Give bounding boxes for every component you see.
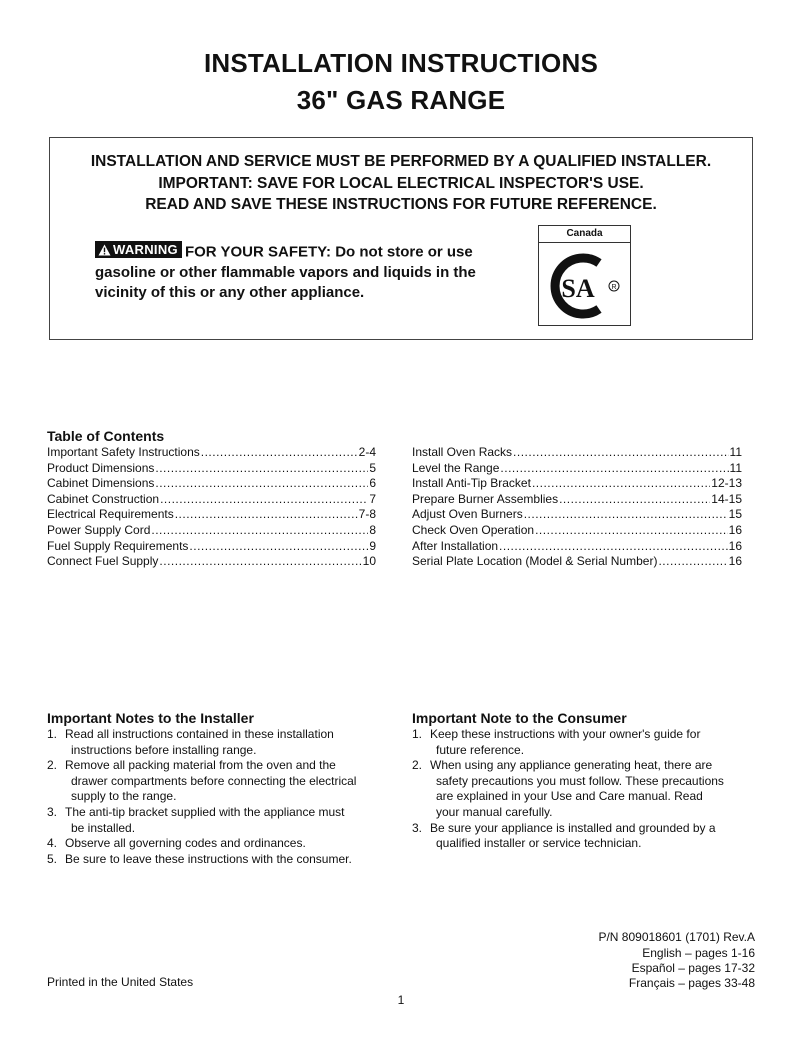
language-english: English – pages 1-16: [642, 946, 755, 960]
list-item-number: 2.: [412, 758, 423, 773]
list-item-line: your manual carefully.: [436, 804, 553, 819]
list-item-line: are explained in your Use and Care manual. Read: [436, 789, 703, 804]
csa-certification-mark: [538, 225, 631, 326]
toc-entry: [47, 507, 376, 523]
toc-entry: [412, 539, 742, 555]
toc-entry-label: Serial Plate Location (Model & Serial Number): [412, 554, 658, 569]
toc-leader-dots: [201, 445, 358, 461]
toc-entry-label: Cabinet Dimensions: [47, 476, 155, 491]
toc-leader-dots: [151, 523, 368, 539]
toc-entry-page: 16: [728, 522, 742, 537]
toc-entry: [412, 492, 742, 508]
warning-text: FOR YOUR SAFETY: Do not store or use gasoline or other flammable vapors and liquids in the vicinity of this or any other appliance.: [95, 243, 476, 301]
list-item-line: future reference.: [436, 742, 525, 757]
toc-leader-dots: [524, 507, 728, 523]
list-item-line: Be sure your appliance is installed and grounded by a: [430, 820, 716, 835]
toc-leader-dots: [160, 492, 368, 508]
toc-entry: [47, 461, 376, 477]
list-item-number: 4.: [47, 836, 58, 851]
toc-entry-page: 5: [369, 460, 376, 475]
list-item-line: The anti-tip bracket supplied with the appliance must: [65, 804, 345, 819]
warning-triangle-icon: [98, 244, 111, 256]
list-item-line: be installed.: [71, 820, 136, 835]
toc-leader-dots: [500, 461, 728, 477]
notice-line-qualified-installer: INSTALLATION AND SERVICE MUST BE PERFORMED BY A QUALIFIED INSTALLER.: [90, 153, 712, 170]
list-item-number: 1.: [47, 727, 58, 741]
page-number: 1: [397, 993, 405, 1007]
toc-entry: [47, 492, 376, 508]
list-item: [47, 805, 392, 836]
list-item: [47, 836, 392, 852]
toc-entry: [412, 445, 742, 461]
list-item-line: supply to the range.: [71, 789, 177, 804]
toc-entry-page: 2-4: [358, 445, 376, 459]
list-item-number: 1.: [412, 727, 423, 741]
warning-badge-label: WARNING: [113, 241, 178, 257]
part-number: P/N 809018601 (1701) Rev.A: [598, 930, 755, 944]
toc-entry-label: Adjust Oven Burners: [412, 507, 523, 522]
list-item: [412, 727, 757, 758]
toc-entry-page: 16: [728, 538, 742, 553]
consumer-note-list: [412, 727, 757, 852]
list-item: [47, 727, 392, 758]
toc-left-column: [47, 445, 376, 570]
toc-leader-dots: [159, 554, 361, 570]
toc-leader-dots: [189, 539, 368, 555]
toc-entry-label: After Installation: [412, 538, 499, 553]
safety-notice-box: [49, 137, 753, 340]
toc-entry-page: 14-15: [711, 491, 742, 506]
toc-entry: [412, 507, 742, 523]
toc-entry-label: Install Anti-Tip Bracket: [412, 476, 531, 491]
consumer-note-title: Important Note to the Consumer: [412, 710, 627, 726]
csa-logo-icon: [547, 249, 623, 323]
toc-entry-label: Connect Fuel Supply: [47, 554, 159, 569]
list-item-number: 3.: [412, 820, 423, 835]
toc-entry: [412, 523, 742, 539]
list-item-line: drawer compartments before connecting the electrical: [71, 773, 357, 788]
toc-leader-dots: [658, 554, 727, 570]
toc-entry-page: 12-13: [711, 476, 742, 491]
list-item: [47, 758, 392, 805]
toc-entry-label: Power Supply Cord: [47, 522, 151, 537]
toc-entry-page: 6: [369, 476, 376, 491]
installer-notes-list: [47, 727, 392, 867]
list-item-line: safety precautions you must follow. These precautions: [436, 773, 724, 788]
list-item-line: Be sure to leave these instructions with the consumer.: [65, 851, 352, 866]
toc-entry-label: Fuel Supply Requirements: [47, 538, 189, 553]
document-subtitle: 36" GAS RANGE: [296, 85, 506, 115]
toc-entry-page: 11: [729, 460, 742, 475]
toc-leader-dots: [155, 461, 368, 477]
toc-entry: [47, 476, 376, 492]
toc-entry-page: 7: [369, 491, 376, 506]
toc-leader-dots: [155, 476, 368, 492]
toc-entry-page: 9: [369, 538, 376, 553]
list-item-line: Observe all governing codes and ordinances.: [65, 836, 306, 851]
csa-country-label: Canada: [539, 226, 630, 243]
toc-entry: [47, 445, 376, 461]
toc-leader-dots: [559, 492, 710, 508]
toc-leader-dots: [513, 445, 728, 461]
printed-in: Printed in the United States: [47, 975, 194, 989]
list-item-line: Remove all packing material from the oven and the: [65, 758, 336, 773]
installer-notes-title: Important Notes to the Installer: [47, 710, 254, 726]
list-item-line: instructions before installing range.: [71, 742, 257, 757]
toc-entry-label: Level the Range: [412, 460, 500, 475]
toc-entry-label: Electrical Requirements: [47, 507, 174, 522]
toc-entry-page: 10: [362, 554, 376, 569]
toc-entry: [47, 554, 376, 570]
list-item-number: 3.: [47, 804, 58, 819]
toc-entry-page: 11: [729, 445, 742, 459]
toc-leader-dots: [499, 539, 728, 555]
list-item: [412, 758, 757, 820]
list-item-line: Keep these instructions with your owner's guide for: [430, 727, 701, 741]
toc-entry-page: 16: [728, 554, 742, 569]
svg-text:R: R: [610, 284, 617, 291]
list-item: [412, 821, 757, 852]
svg-text:SA: SA: [560, 274, 595, 303]
notice-line-inspector: IMPORTANT: SAVE FOR LOCAL ELECTRICAL INSPECTOR'S USE.: [158, 175, 644, 192]
list-item-line: When using any appliance generating heat, there are: [430, 758, 713, 773]
list-item-line: qualified installer or service technician.: [436, 836, 642, 851]
list-item-line: Read all instructions contained in these installation: [65, 727, 334, 741]
toc-entry-label: Prepare Burner Assemblies: [412, 491, 559, 506]
warning-badge: [95, 241, 182, 258]
toc-entry-label: Install Oven Racks: [412, 445, 513, 459]
toc-entry-page: 8: [369, 522, 376, 537]
document-title: INSTALLATION INSTRUCTIONS: [203, 48, 598, 78]
toc-entry-label: Product Dimensions: [47, 460, 155, 475]
toc-entry-page: 15: [728, 507, 742, 522]
toc-entry: [47, 539, 376, 555]
list-item-number: 2.: [47, 758, 58, 773]
toc-leader-dots: [175, 507, 358, 523]
list-item-number: 5.: [47, 851, 58, 866]
toc-entry: [412, 461, 742, 477]
toc-entry: [47, 523, 376, 539]
list-item: [47, 852, 392, 868]
language-espanol: Español – pages 17-32: [631, 961, 755, 975]
toc-title: Table of Contents: [47, 428, 165, 444]
toc-entry: [412, 554, 742, 570]
toc-leader-dots: [532, 476, 710, 492]
toc-entry: [412, 476, 742, 492]
language-francais: Français – pages 33-48: [628, 976, 755, 990]
warning-statement: [95, 241, 525, 303]
toc-leader-dots: [535, 523, 728, 539]
toc-right-column: [412, 445, 742, 570]
toc-entry-label: Check Oven Operation: [412, 522, 535, 537]
notice-line-save-instructions: READ AND SAVE THESE INSTRUCTIONS FOR FUTURE REFERENCE.: [145, 196, 657, 213]
toc-entry-page: 7-8: [358, 507, 376, 522]
toc-entry-label: Important Safety Instructions: [47, 445, 200, 459]
toc-entry-label: Cabinet Construction: [47, 491, 160, 506]
